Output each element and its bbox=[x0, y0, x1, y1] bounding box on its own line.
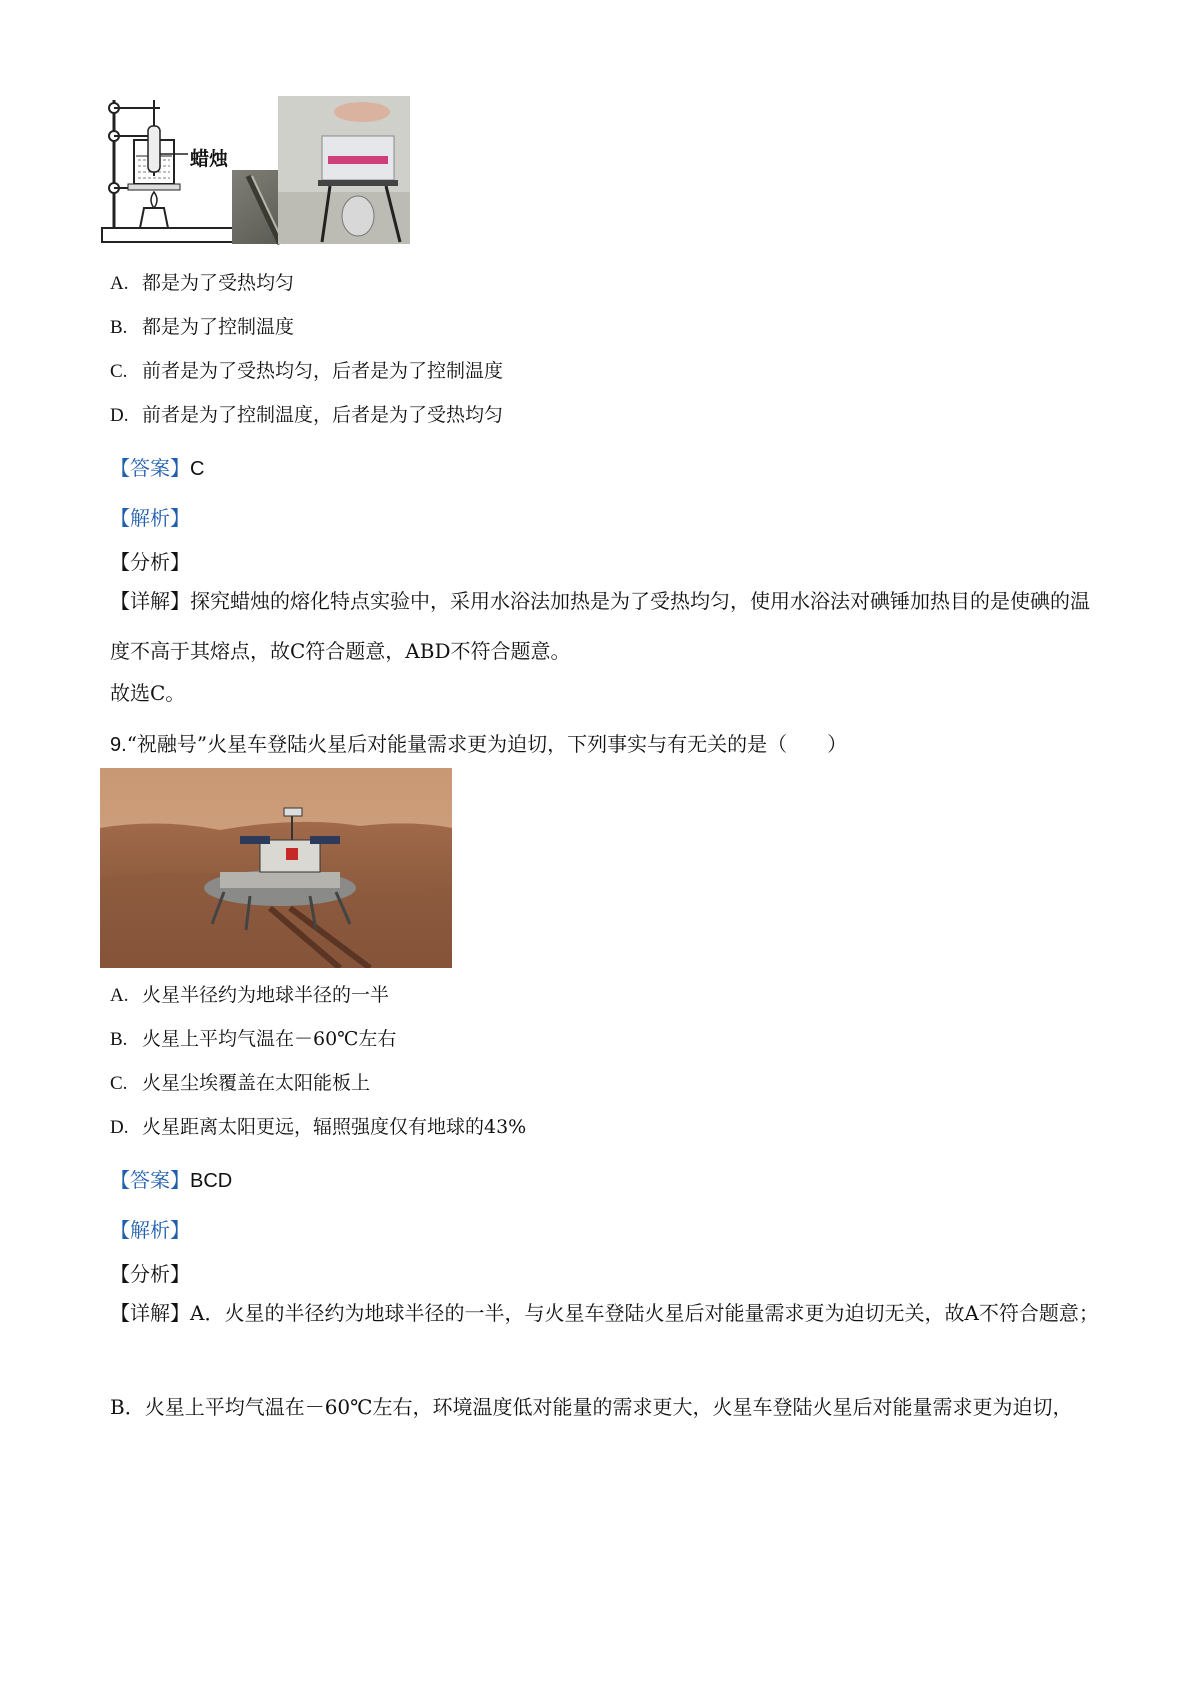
q8-fenxi-heading: 【分析】 bbox=[110, 550, 190, 574]
q9-detail-b: B．火星上平均气温在－60℃左右，环境温度低对能量的需求更大，火星车登陆火星后对能量需求更为迫切， bbox=[110, 1395, 1073, 1419]
q8-conclusion: 故选C。 bbox=[110, 681, 186, 705]
q8-analysis-heading: 【解析】 bbox=[110, 506, 190, 530]
q8-detail: 【详解】探究蜡烛的熔化特点实验中，采用水浴法加热是为了受热均匀，使用水浴法对碘锤加热目的是使碘的温度不高于其熔点，故C符合题意，ABD不符合题意。 bbox=[110, 589, 1090, 663]
mars-rover-image bbox=[100, 768, 452, 968]
q9-option-d: D. 火星距离太阳更远，辐照强度仅有地球的43% bbox=[110, 1116, 527, 1138]
q9-option-c: C. 火星尘埃覆盖在太阳能板上 bbox=[110, 1072, 371, 1094]
candle-label: 蜡烛 bbox=[190, 148, 229, 170]
q8-option-b: B. 都是为了控制温度 bbox=[110, 316, 295, 338]
q9-analysis-heading: 【解析】 bbox=[110, 1218, 190, 1242]
q9-option-b: B. 火星上平均气温在－60℃左右 bbox=[110, 1028, 397, 1050]
q9-title: 9.“祝融号”火星车登陆火星后对能量需求更为迫切，下列事实与有无关的是（ ） bbox=[110, 732, 848, 756]
q9-option-a: A. 火星半径约为地球半径的一半 bbox=[110, 984, 390, 1006]
q9-detail-a: 【详解】A．火星的半径约为地球半径的一半，与火星车登陆火星后对能量需求更为迫切无关，故A不符合题意； bbox=[110, 1301, 1099, 1325]
q9-fenxi-heading: 【分析】 bbox=[110, 1262, 190, 1286]
apparatus-diagram bbox=[100, 96, 420, 248]
q8-option-a: A. 都是为了受热均匀 bbox=[110, 272, 295, 294]
q8-option-d: D. 前者是为了控制温度，后者是为了受热均匀 bbox=[110, 404, 504, 426]
q8-option-c: C. 前者是为了受热均匀，后者是为了控制温度 bbox=[110, 360, 504, 382]
figure-water-bath bbox=[100, 96, 420, 248]
q8-answer: 【答案】C bbox=[110, 456, 205, 480]
mars-rover-photo bbox=[100, 768, 452, 968]
q9-answer: 【答案】BCD bbox=[110, 1168, 233, 1192]
